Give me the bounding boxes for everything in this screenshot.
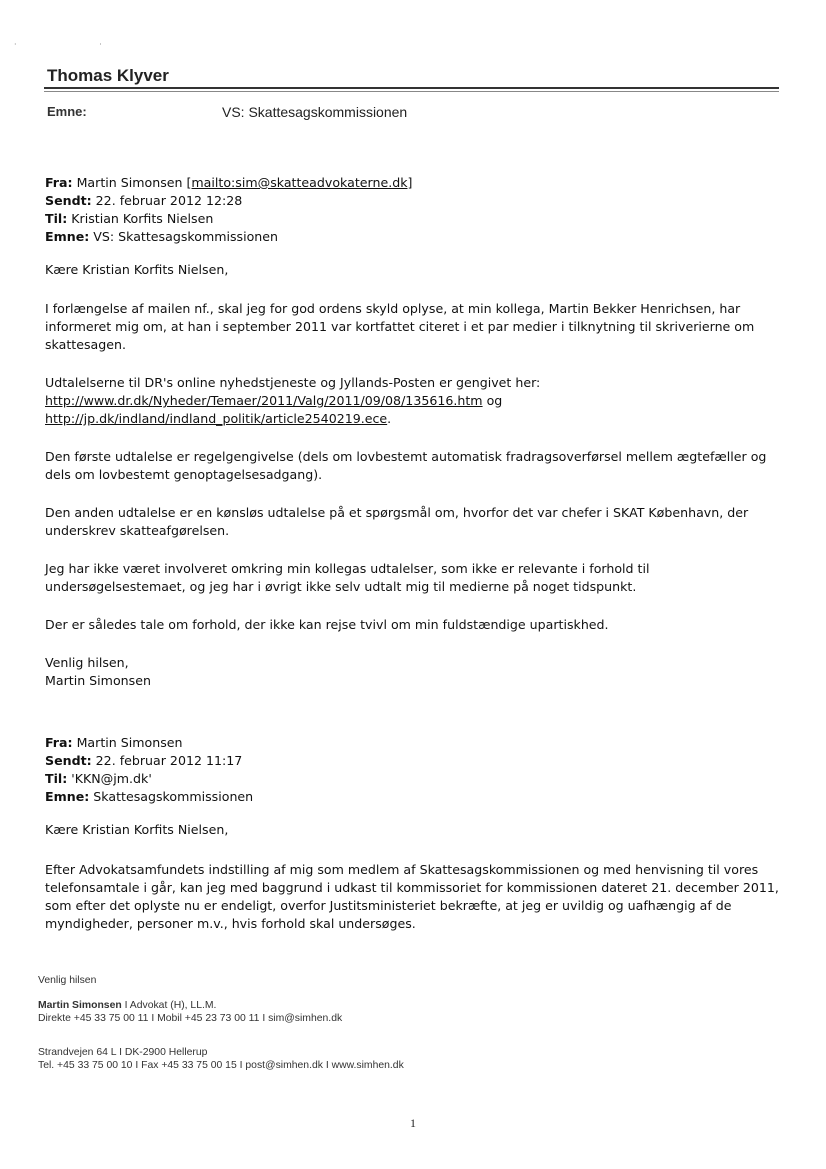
email1-paragraph-2: Udtalelserne til DR's online nyhedstjeneste og Jyllands-Posten er gengivet her: http://www.dr.dk/Nyheder/Temaer/2011/Valg/2011/09/08/135616.htm og http://jp.dk/indland/indland_politik/article2540219.ece.: [45, 374, 780, 428]
email2-from: Fra: Martin Simonsen: [45, 735, 183, 750]
email2-meta: [45, 734, 780, 806]
signature-contact-direct: Direkte +45 33 75 00 11 I Mobil +45 23 73 00 11 I sim@simhen.dk: [38, 1013, 343, 1024]
email1-subject: Emne: VS: Skattesagskommissionen: [45, 229, 279, 244]
email1-dr-link[interactable]: http://www.dr.dk/Nyheder/Temaer/2011/Valg/2011/09/08/135616.htm: [45, 393, 483, 408]
signature-name-line: [38, 999, 216, 1012]
email1-paragraph-1: I forlængelse af mailen nf., skal jeg for god ordens skyld oplyse, at min kollega, Martin Bekker Henrichsen, har informeret mig om, at han i september 2011 var kortfattet citeret i et par medier i tilknytning til skriverierne om skattesagen.: [45, 301, 755, 352]
email2-paragraph-1: Efter Advokatsamfundets indstilling af mig som medlem af Skattesagskommissionen og med henvisning til vores telefonsamtale i går, kan jeg med baggrund i udkast til kommissoriet for kommissionen dateret 21. december 2011, som efter det oplyste nu er endeligt, overfor Justitsministeriet bekræfte, at jeg er uvildig og uafhængig af de myndigheder, personer m.v., hvis forhold skal undersøges.: [45, 862, 779, 931]
header-subject-value: VS: Skattesagskommissionen: [222, 104, 408, 120]
header-rule-secondary: [44, 91, 779, 92]
signature-name: Martin Simonsen: [38, 1000, 122, 1011]
page-number: 1: [410, 1116, 416, 1130]
signature-contact-office: Tel. +45 33 75 00 10 I Fax +45 33 75 00 15 I post@simhen.dk I www.simhen.dk: [38, 1060, 404, 1071]
email1-paragraph-3: Den første udtalelse er regelgengivelse (dels om lovbestemt automatisk fradragsoverførsel mellem ægtefæller og dels om lovbestemt genoptagelsesadgang).: [45, 449, 767, 482]
signature-address: Strandvejen 64 L I DK-2900 Hellerup: [38, 1047, 208, 1058]
email1-to: Til: Kristian Korfits Nielsen: [45, 211, 214, 226]
email2-subject: Emne: Skattesagskommissionen: [45, 789, 254, 804]
email2-to: Til: 'KKN@jm.dk': [45, 771, 152, 786]
header-rule: [44, 87, 779, 89]
header-name: Thomas Klyver: [47, 66, 169, 85]
email1-paragraph-6: Der er således tale om forhold, der ikke kan rejse tvivl om min fuldstændige upartiskhed.: [45, 617, 609, 632]
signature-closing: Venlig hilsen: [38, 975, 97, 986]
email2-greeting: Kære Kristian Korfits Nielsen,: [45, 822, 229, 837]
email1-closing: Venlig hilsen, Martin Simonsen: [45, 654, 780, 690]
email1-signoff: Martin Simonsen: [45, 673, 151, 688]
email1-links-intro: Udtalelserne til DR's online nyhedstjeneste og Jyllands-Posten er gengivet her:: [45, 375, 541, 390]
email1-sent: Sendt: 22. februar 2012 12:28: [45, 193, 243, 208]
signature-title: I Advokat (H), LL.M.: [121, 1000, 217, 1011]
email1-paragraph-4: Den anden udtalelse er en kønsløs udtalelse på et spørgsmål om, hvorfor det var chefer i SKAT København, der underskrev skatteafgørelsen.: [45, 505, 749, 538]
email1-mailto-link[interactable]: [mailto:sim@skatteadvokaterne.dk]: [186, 175, 413, 190]
email1-paragraph-5: Jeg har ikke været involveret omkring min kollegas udtalelser, som ikke er relevante i forhold til undersøgelsestemaet, og jeg har i øvrigt ikke selv udtalt mig til medierne på noget tidspunkt.: [45, 561, 650, 594]
email1-meta: [45, 174, 780, 246]
scan-specks: · ·: [14, 40, 142, 49]
email1-from: Fra: Martin Simonsen [mailto:sim@skatteadvokaterne.dk]: [45, 175, 413, 190]
email2-sent: Sendt: 22. februar 2012 11:17: [45, 753, 243, 768]
email1-greeting: Kære Kristian Korfits Nielsen,: [45, 262, 229, 277]
email1-jp-link[interactable]: http://jp.dk/indland/indland_politik/article2540219.ece: [45, 411, 388, 426]
header-subject-label: Emne:: [47, 104, 87, 119]
